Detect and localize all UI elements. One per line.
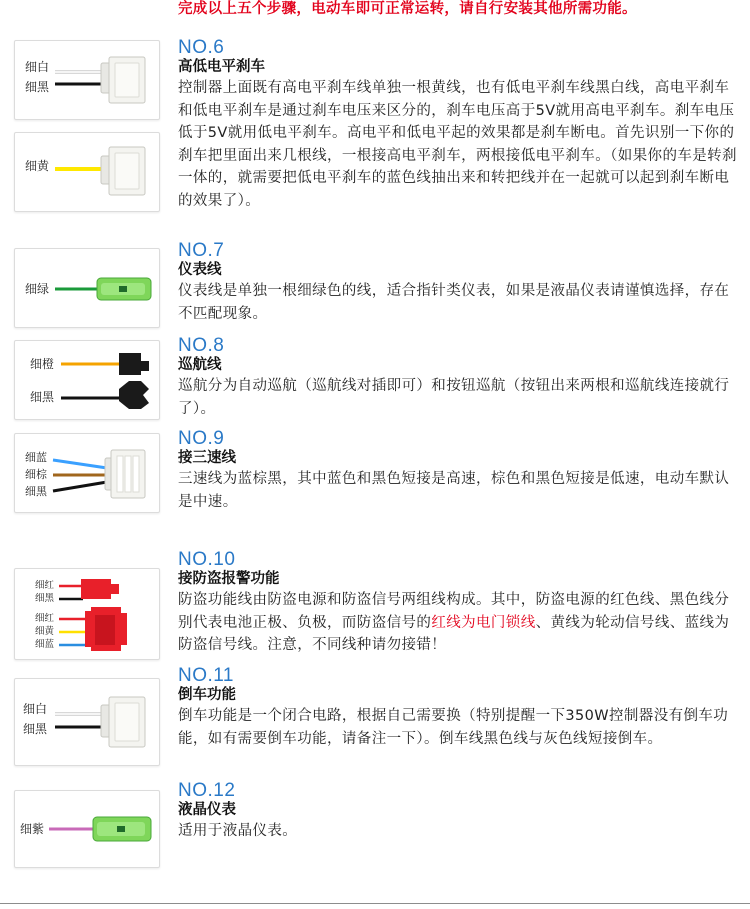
wire-label: 细黄 [25, 159, 50, 173]
bottom-divider [0, 903, 750, 904]
section-number: NO.6 [178, 37, 225, 58]
wire-label: 细黑 [30, 390, 55, 404]
section-title: 高低电平刹车 [178, 59, 265, 75]
wire-label: 细橙 [30, 357, 55, 371]
wire-label: 细黄 [35, 626, 55, 637]
top-notice: 完成以上五个步骤，电动车即可正常运转，请自行安装其他所需功能。 [178, 1, 637, 17]
section-description: 仪表线是单独一根细绿色的线，适合指针类仪表，如果是液晶仪表请谨慎选择，存在不匹配现象。 [178, 283, 730, 322]
wire-label: 细蓝 [35, 639, 55, 650]
section-no9 [178, 429, 740, 513]
section-title: 巡航线 [178, 357, 222, 373]
section-number: NO.8 [178, 335, 225, 356]
wire-label: 细紫 [20, 822, 45, 836]
desc-text: 防盗功能线由防盗电源和防盗信号两组线构成。其中，防盗电源的红色线、黑色线分别代表电池正极、负极，而防盗信号的 [178, 592, 730, 631]
section-number: NO.11 [178, 665, 235, 686]
section-no12 [178, 781, 740, 843]
section-description: 控制器上面既有高电平刹车线单独一根黄线，也有低电平刹车线黑白线，高电平刹车和低电平刹车是通过刹车电压来区分的，刹车电压高于5V就用高电平刹车。刹车电压低于5V就用低电平刹车。高电平和低电平起的效果都是刹车断电。首先识别一下你的刹车把里面出来几根线，一根接高电平刹车，两根接低电平刹车。（如果你的车是转刹一体的，就需要把低电平刹车的蓝色线抽出来和转把线并在一起就可以起到刹车断电的效果了）。 [178, 80, 737, 209]
wire-image-purple-connector [14, 790, 160, 868]
wire-image-orange-black-connectors [14, 340, 160, 420]
section-number: NO.7 [178, 240, 225, 261]
wire-label: 细红 [35, 613, 55, 624]
wire-label: 细棕 [25, 468, 47, 481]
desc-text: 、黄线为轮动信号线、蓝线为防盗信号线。注意，不同线种请勿接错！ [178, 614, 730, 654]
section-no8 [178, 336, 740, 420]
section-no7 [178, 241, 740, 325]
wire-label: 细白 [23, 702, 48, 716]
wire-image-three-speed-connector [14, 433, 160, 513]
wire-label: 细黑 [23, 722, 48, 736]
section-title: 接防盗报警功能 [178, 571, 280, 587]
wire-label: 细绿 [25, 282, 50, 296]
desc-highlight-red: 红线为电门锁线 [431, 614, 536, 631]
wire-label: 细蓝 [25, 451, 47, 464]
wire-label: 细红 [35, 580, 55, 591]
section-number: NO.10 [178, 549, 236, 570]
wire-label: 细白 [25, 60, 50, 74]
section-title: 液晶仪表 [178, 802, 236, 818]
section-description: 倒车功能是一个闭合电路，根据自己需要换（特别提醒一下350W控制器没有倒车功能，如有需要倒车功能，请备注一下）。倒车线黑色线与灰色线短接倒车。 [178, 708, 729, 747]
section-description: 适用于液晶仪表。 [178, 823, 298, 839]
section-no11 [178, 666, 740, 750]
section-title: 倒车功能 [178, 687, 236, 703]
section-number: NO.9 [178, 428, 225, 449]
wire-black [53, 482, 107, 491]
wire-image-anti-theft-connectors [14, 568, 160, 660]
section-no6 [178, 38, 740, 213]
wire-label: 细黑 [35, 593, 55, 604]
connector-black [119, 381, 149, 409]
wire-label: 细黑 [25, 80, 50, 94]
section-description: 三速线为蓝棕黑，其中蓝色和黑色短接是高速，棕色和黑色短接是低速，电动车默认是中速。 [178, 471, 730, 510]
section-no10 [178, 550, 740, 657]
connector-red [81, 579, 119, 599]
wire-image-yellow-connector [14, 132, 160, 212]
wire-image-white-black-connector [14, 40, 160, 120]
wire-blue [53, 460, 107, 468]
section-number: NO.12 [178, 780, 236, 801]
section-description: 巡航分为自动巡航（巡航线对插即可）和按钮巡航（按钮出来两根和巡航线连接就行了）。 [178, 378, 730, 417]
section-title: 接三速线 [178, 450, 236, 466]
wire-label: 细黑 [25, 485, 47, 498]
wire-image-reverse-connector [14, 678, 160, 766]
section-description [178, 589, 740, 657]
section-title: 仪表线 [178, 262, 222, 278]
connector-black [119, 353, 149, 375]
wire-image-green-connector [14, 248, 160, 328]
